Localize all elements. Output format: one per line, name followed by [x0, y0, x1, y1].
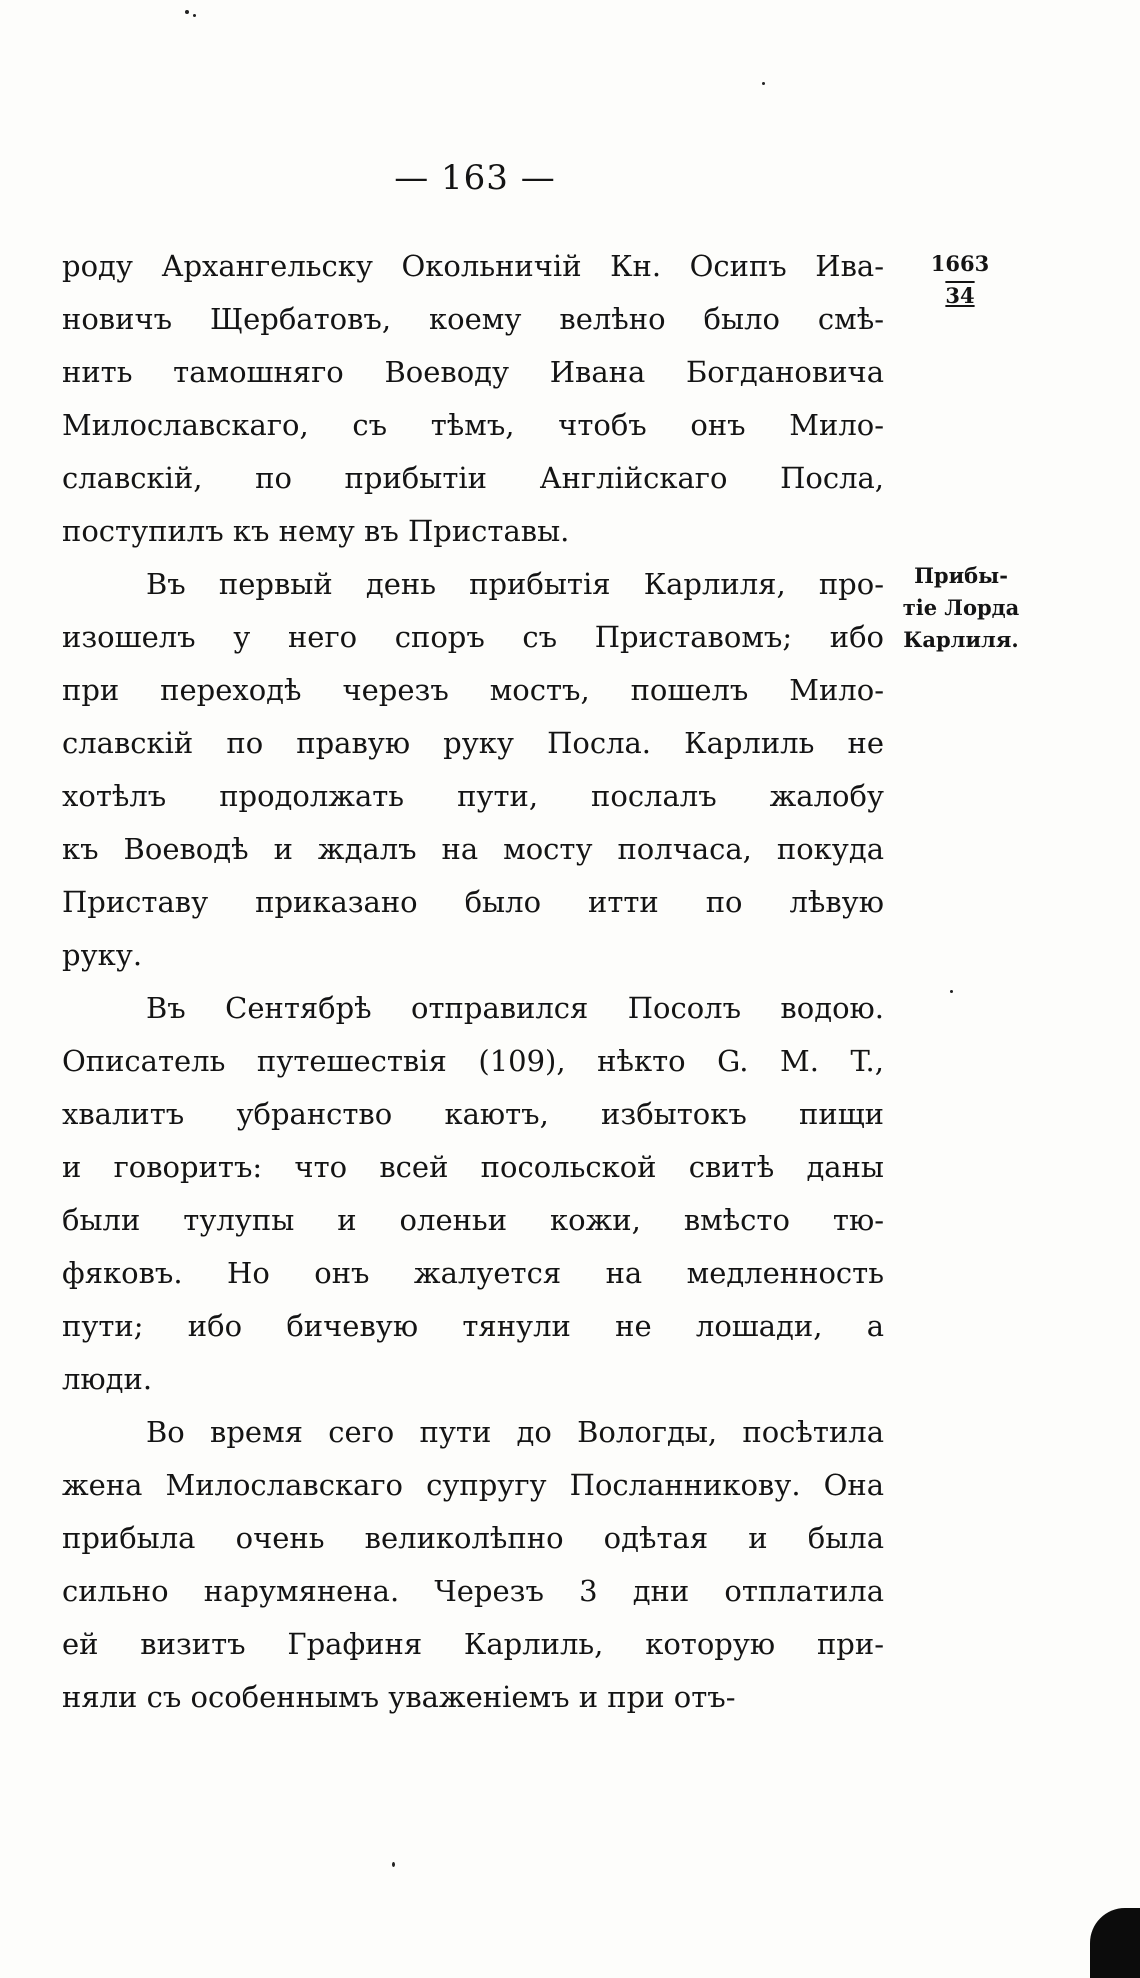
margin-note-line: тіе Лорда — [902, 595, 1020, 620]
ink-speck — [185, 10, 189, 14]
paragraph — [62, 982, 884, 1406]
text-line: славскій, по прибытіи Англійскаго Посла, — [62, 461, 884, 495]
paragraph — [62, 1406, 884, 1724]
text-line: Въ Сентябрѣ отправился Посолъ водою. — [146, 991, 884, 1025]
text-line: фяковъ. Но онъ жалуется на медленность — [62, 1256, 884, 1290]
text-line: славскій по правую руку Посла. Карлиль не — [62, 726, 884, 760]
margin-note-arrival — [896, 560, 1026, 656]
margin-note-line: 1663 — [930, 251, 990, 276]
text-line: и говоритъ: что всей посольской свитѣ даны — [62, 1150, 884, 1184]
text-line: жена Милославскаго супругу Посланникову. Она — [62, 1468, 884, 1502]
text-line: няли съ особеннымъ уваженіемъ и при отъ- — [62, 1680, 736, 1714]
text-line: Въ первый день прибытія Карлиля, про- — [146, 567, 884, 601]
text-line: пути; ибо бичевую тянули не лошади, а — [62, 1309, 884, 1343]
text-line: хотѣлъ продолжать пути, послалъ жалобу — [62, 779, 884, 813]
body-text — [62, 240, 884, 1724]
ink-speck — [392, 1862, 395, 1867]
paragraph — [62, 240, 884, 558]
text-line: Описатель путешествія (109), нѣкто G. M. T., — [62, 1044, 884, 1078]
text-line: новичъ Щербатовъ, коему велѣно было смѣ- — [62, 302, 884, 336]
text-line: при переходѣ черезъ мостъ, пошелъ Мило- — [62, 673, 884, 707]
text-line: Милославскаго, съ тѣмъ, чтобъ онъ Мило- — [62, 408, 884, 442]
text-line: прибыла очень великолѣпно одѣтая и была — [62, 1521, 884, 1555]
text-line: къ Воеводѣ и ждалъ на мосту полчаса, покуда — [62, 832, 884, 866]
text-line: были тулупы и оленьи кожи, вмѣсто тю- — [62, 1203, 884, 1237]
margin-note-line: Карлиля. — [903, 627, 1019, 652]
text-line: нить тамошняго Воеводу Ивана Богдановича — [62, 355, 884, 389]
text-line: сильно нарумянена. Черезъ 3 дни отплатила — [62, 1574, 884, 1608]
ink-blot — [1090, 1908, 1140, 1978]
text-line: ей визитъ Графиня Карлиль, которую при- — [62, 1627, 884, 1661]
margin-note-line: Прибы- — [914, 563, 1008, 588]
paragraph — [62, 558, 884, 982]
ink-speck — [950, 990, 953, 993]
ink-speck — [762, 82, 765, 85]
text-line: изошелъ у него споръ съ Приставомъ; ибо — [62, 620, 884, 654]
text-line: люди. — [62, 1362, 153, 1396]
margin-note-line: 34 — [945, 283, 975, 308]
margin-note-year — [920, 248, 1000, 312]
text-line: роду Архангельску Окольничій Кн. Осипъ Ива- — [62, 249, 884, 283]
text-line: хвалитъ убранство каютъ, избытокъ пищи — [62, 1097, 884, 1131]
page-number: — 163 — — [394, 158, 556, 198]
text-line: руку. — [62, 938, 143, 972]
text-line: Во время сего пути до Вологды, посѣтила — [146, 1415, 884, 1449]
text-line: Приставу приказано было итти по лѣвую — [62, 885, 884, 919]
ink-speck — [193, 14, 196, 17]
text-line: поступилъ къ нему въ Приставы. — [62, 514, 570, 548]
